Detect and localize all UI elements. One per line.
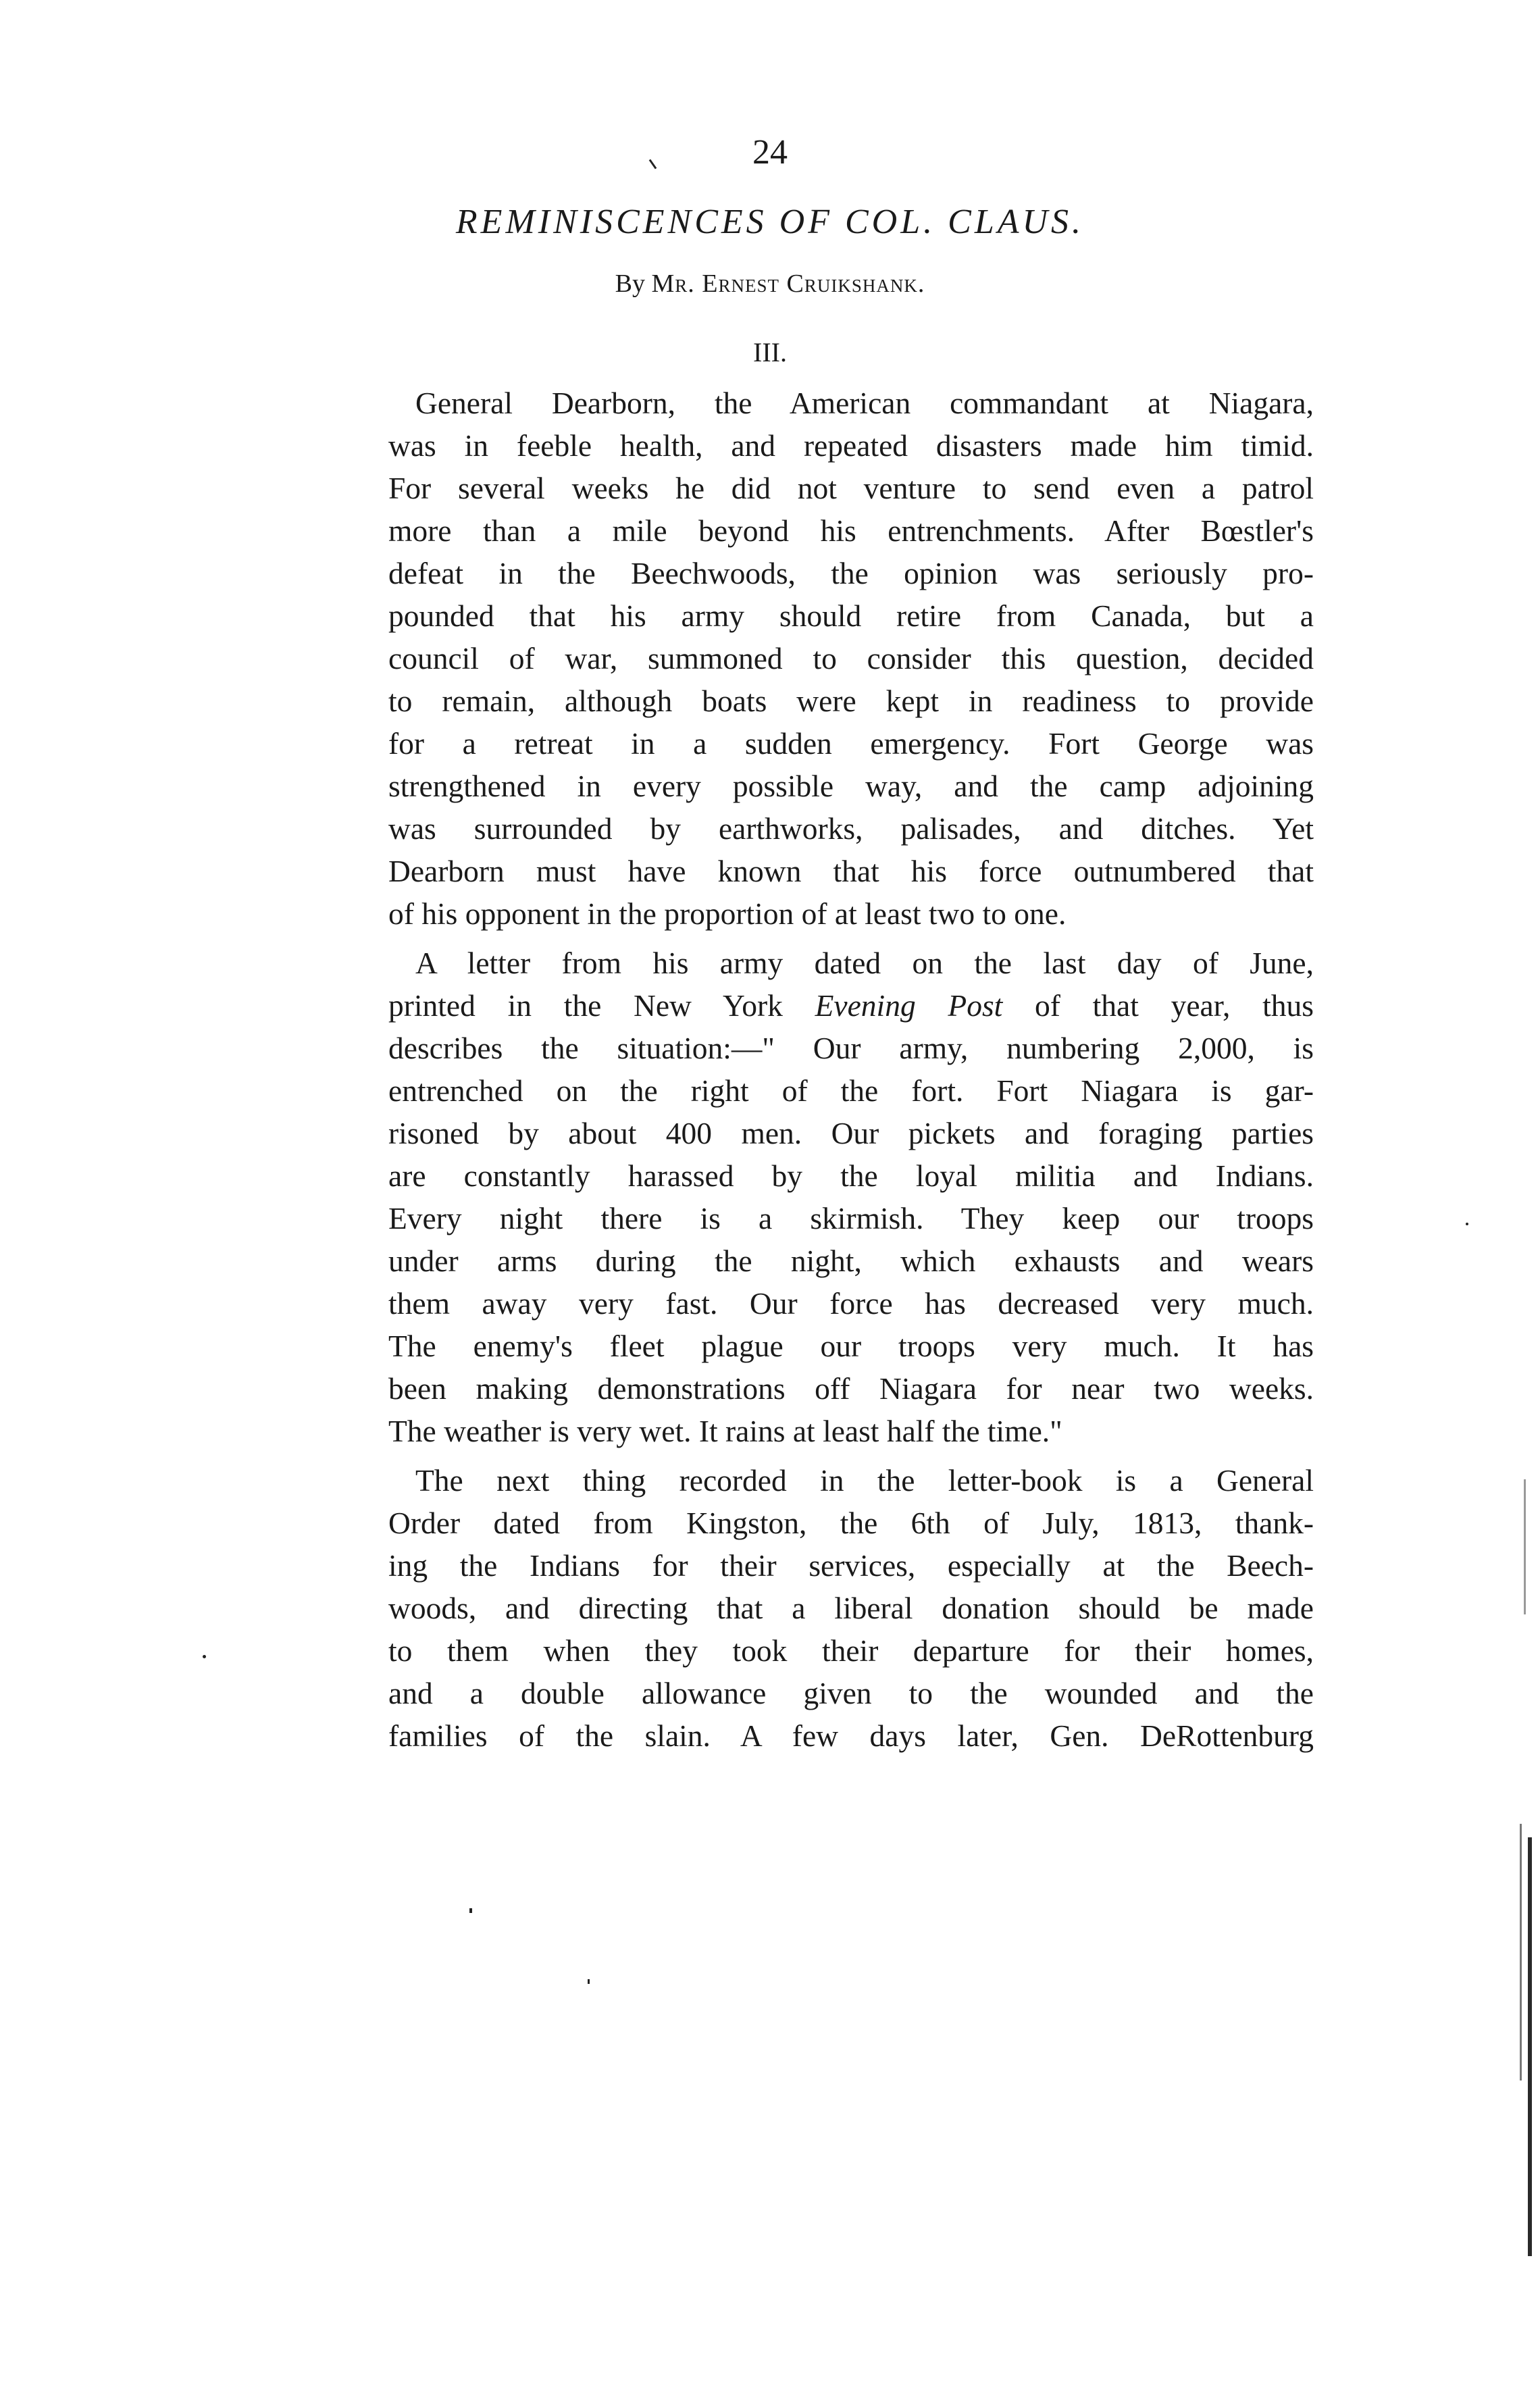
page-number: 24: [752, 133, 788, 172]
text-line: risoned by about 400 men. Our pickets and foraging parties: [388, 1116, 1314, 1150]
text-line: entrenched on the right of the fort. Fort Niagara is gar-: [388, 1073, 1314, 1108]
text-line: For several weeks he did not venture to send even a patrol: [388, 471, 1314, 505]
scan-edge-artifact: [1520, 1824, 1522, 2080]
paragraph-3: [388, 1459, 1314, 1757]
text-line: are constantly harassed by the loyal militia and Indians.: [388, 1158, 1314, 1193]
text-line: under arms during the night, which exhausts and wears: [388, 1244, 1314, 1278]
text-line: been making demonstrations off Niagara for near two weeks.: [388, 1371, 1314, 1406]
text-line: Every night there is a skirmish. They keep our troops: [388, 1201, 1314, 1235]
scan-speck: [1466, 1223, 1468, 1225]
newspaper-name: Evening Post: [815, 988, 1003, 1023]
byline-prefix: By: [615, 270, 645, 298]
scan-edge-artifact: [1528, 1837, 1532, 2256]
text-line: to them when they took their departure for their homes,: [388, 1633, 1314, 1668]
text-line: them away very fast. Our force has decreased very much.: [388, 1286, 1314, 1321]
text-line: Dearborn must have known that his force outnumbered that: [388, 854, 1314, 888]
article-body: [388, 382, 1314, 1757]
text-run: of that year, thus: [1035, 988, 1314, 1023]
text-line: General Dearborn, the American commandant at Niagara,: [415, 386, 1314, 420]
paragraph-1: [388, 382, 1314, 935]
text-line: A letter from his army dated on the last day of June,: [415, 946, 1314, 980]
text-line: The weather is very wet. It rains at least half the time.": [388, 1414, 1062, 1448]
text-run: printed in the New York: [388, 988, 783, 1023]
text-line: describes the situation:—" Our army, numbering 2,000, is: [388, 1031, 1314, 1065]
text-line: defeat in the Beechwoods, the opinion was seriously pro-: [388, 556, 1314, 590]
scan-speck: [203, 1655, 206, 1658]
text-line: was surrounded by earthworks, palisades, and ditches. Yet: [388, 811, 1314, 846]
paragraph-2: [388, 942, 1314, 1452]
text-line: pounded that his army should retire from Canada, but a: [388, 598, 1314, 633]
scan-speck: [588, 1979, 590, 1984]
scan-edge-artifact: [1524, 1479, 1526, 1614]
section-number: III.: [753, 337, 787, 367]
text-line: Order dated from Kingston, the 6th of July, 1813, thank-: [388, 1506, 1314, 1540]
text-line: strengthened in every possible way, and the camp adjoining: [388, 769, 1314, 803]
byline-author: Mr. Ernest Cruikshank.: [651, 270, 925, 298]
text-line: and a double allowance given to the wounded and the: [388, 1676, 1314, 1710]
text-line: [388, 984, 1314, 1027]
text-line: families of the slain. A few days later, Gen. DeRottenburg: [388, 1718, 1314, 1753]
byline: [0, 269, 1540, 299]
text-line: ing the Indians for their services, especially at the Beech-: [388, 1548, 1314, 1583]
text-line: of his opponent in the proportion of at least two to one.: [388, 896, 1067, 931]
text-line: to remain, although boats were kept in readiness to provide: [388, 684, 1314, 718]
text-line: more than a mile beyond his entrenchments. After Bœstler's: [388, 513, 1314, 548]
text-line: The enemy's fleet plague our troops very much. It has: [388, 1329, 1314, 1363]
scan-speck: [469, 1908, 472, 1913]
text-line: The next thing recorded in the letter-book is a General: [415, 1463, 1314, 1498]
text-line: council of war, summoned to consider this question, decided: [388, 641, 1314, 675]
article-title: REMINISCENCES OF COL. CLAUS.: [455, 203, 1085, 241]
text-line: for a retreat in a sudden emergency. Fort George was: [388, 726, 1314, 761]
text-line: was in feeble health, and repeated disasters made him timid.: [388, 428, 1314, 463]
text-line: woods, and directing that a liberal donation should be made: [388, 1591, 1314, 1625]
